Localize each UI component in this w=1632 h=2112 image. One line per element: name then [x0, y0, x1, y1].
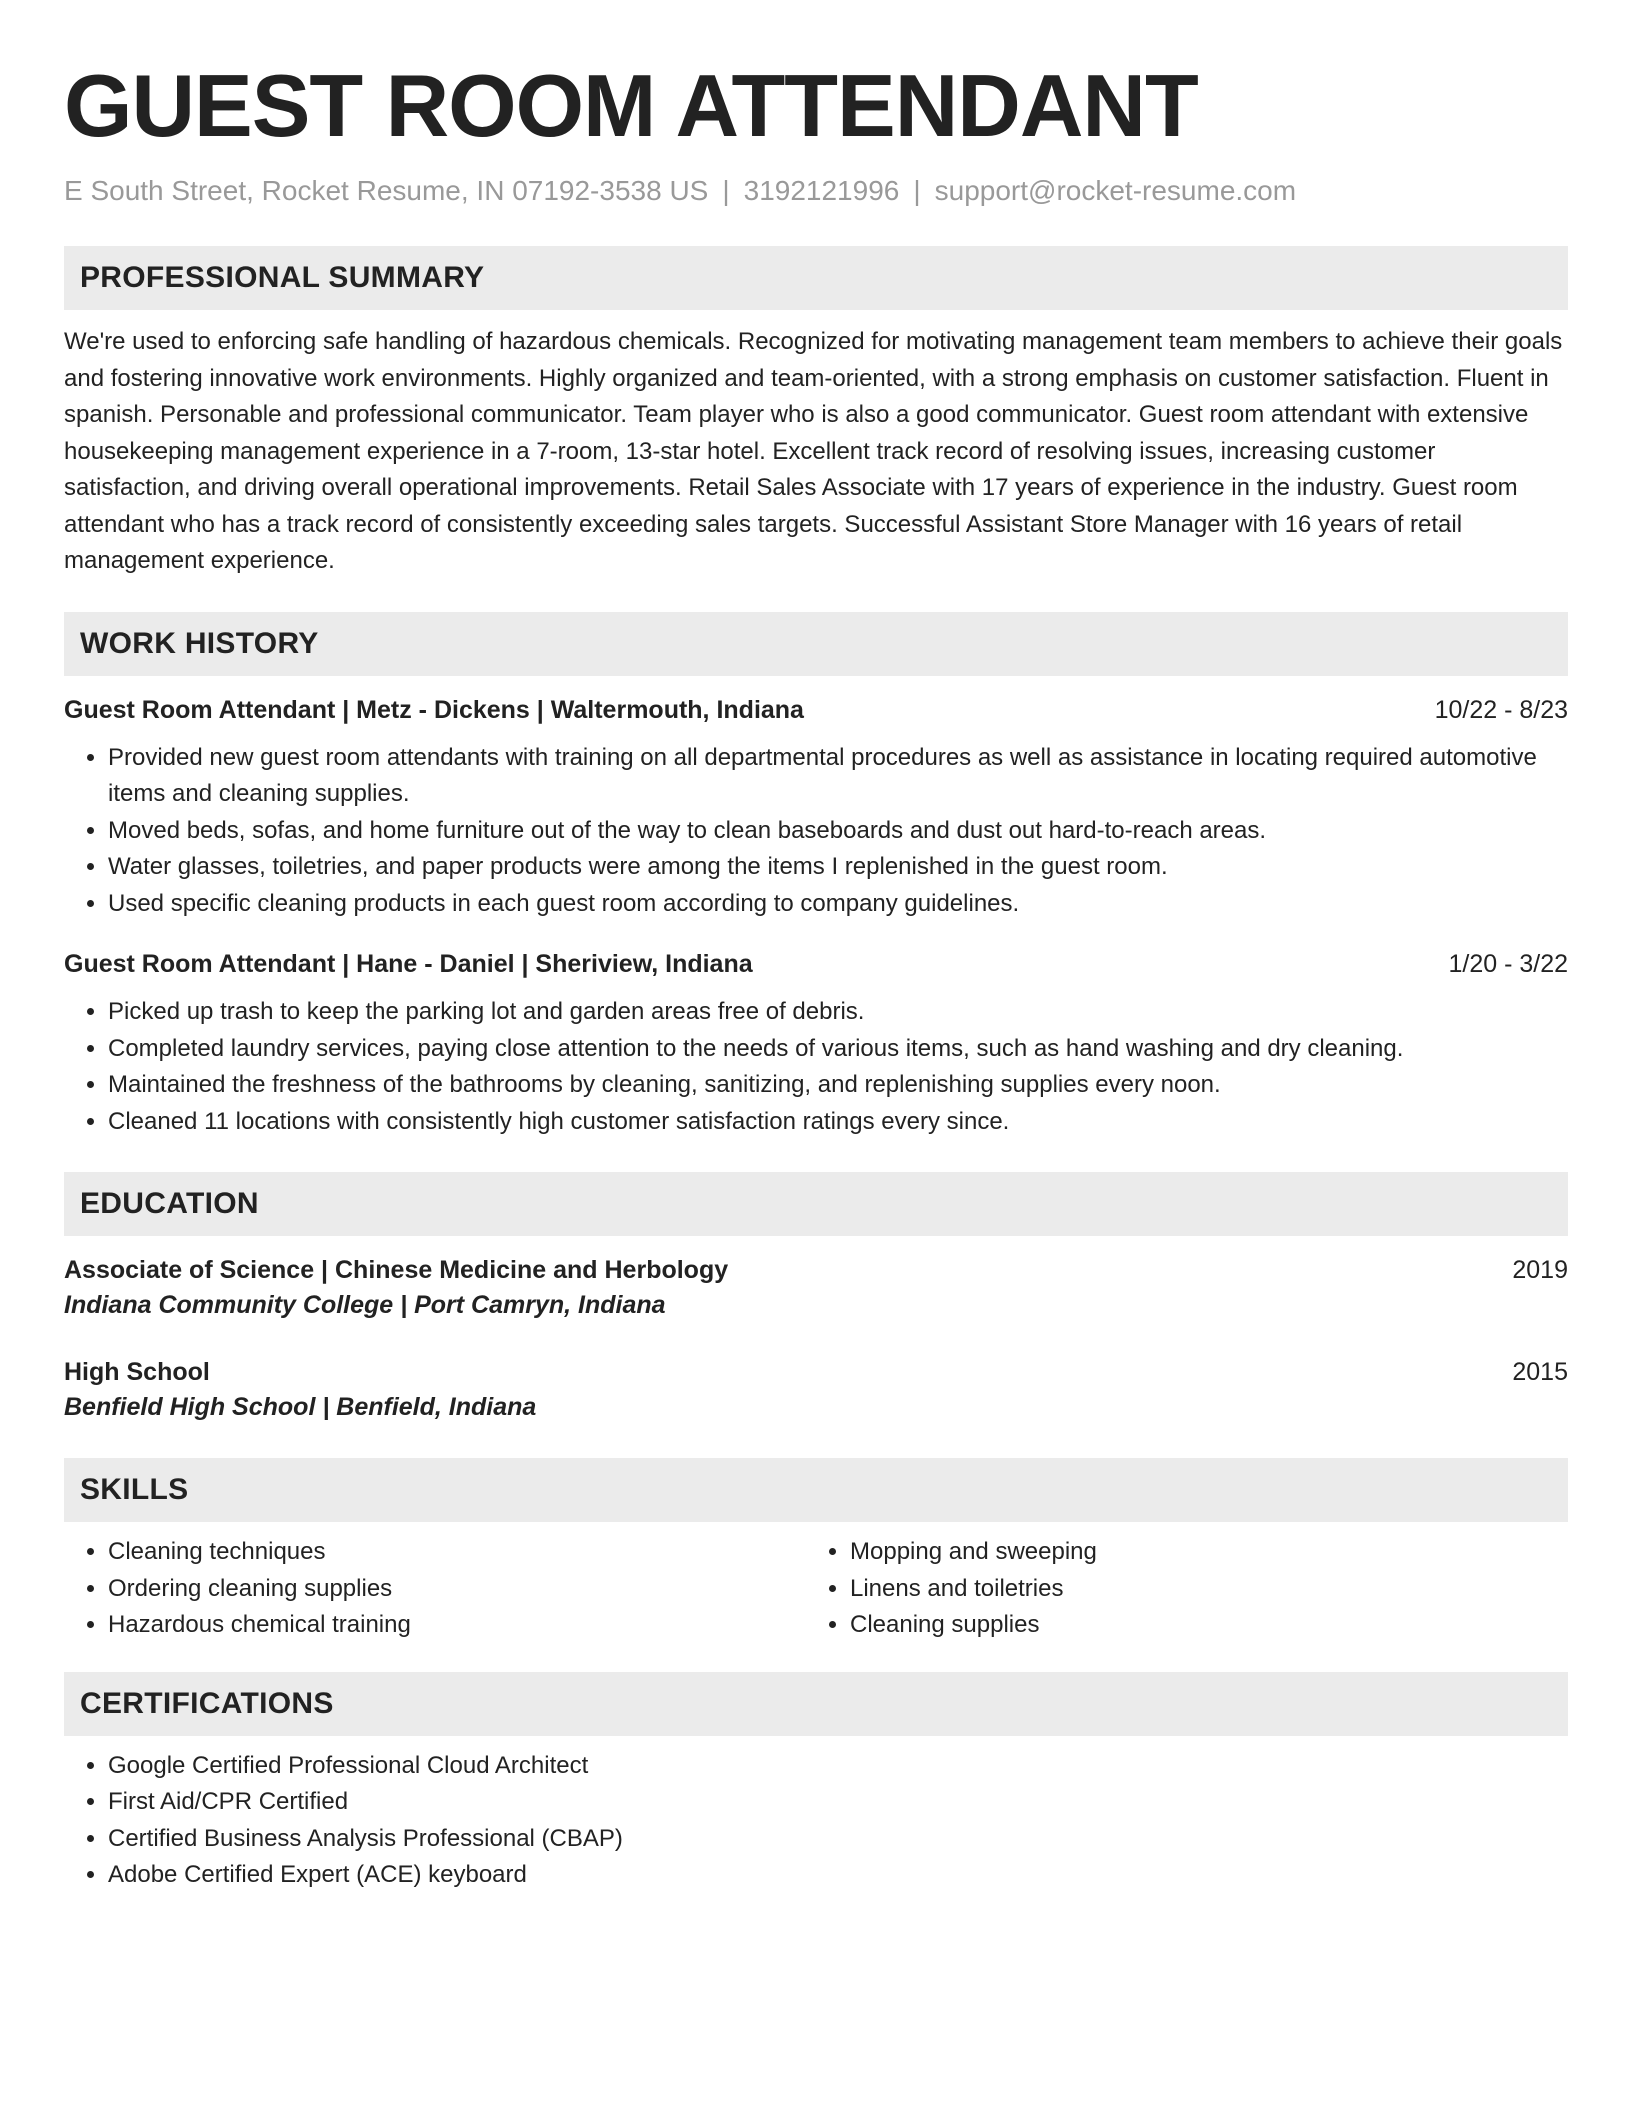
- education-heading: EDUCATION: [64, 1172, 1568, 1236]
- education-school: Benfield High School | Benfield, Indiana: [64, 1393, 537, 1421]
- job-bullet: • Water glasses, toiletries, and paper products were among the items I replenished in the guest room.: [108, 849, 1568, 886]
- education-degree: Associate of Science | Chinese Medicine and Herbology: [64, 1256, 729, 1284]
- job-bullets: [64, 740, 1568, 923]
- summary-text: We're used to enforcing safe handling of hazardous chemicals. Recognized for motivating management team members to achieve their goals and fostering innovative work environments. Highly organized and team-oriented, with a strong emphasis on customer satisfaction. Fluent in spanish. Personable and professional communicator. Team player who is also a good communicator. Guest room attendant with extensive housekeeping management experience in a 7-room, 13-star hotel. Excellent track record of resolving issues, increasing customer satisfaction, and driving overall operational improvements. Retail Sales Associate with 17 years of experience in the industry. Guest room attendant who has a track record of consistently exceeding sales targets. Successful Assistant Store Manager with 16 years of retail management experience.: [64, 328, 1563, 574]
- contact-separator: |: [913, 175, 921, 206]
- job-bullet: • Used specific cleaning products in each guest room according to company guidelines.: [108, 886, 1568, 923]
- job-bullet: • Completed laundry services, paying close attention to the needs of various items, such as hand washing and dry cleaning.: [108, 1031, 1568, 1068]
- skill-item: • Hazardous chemical training: [108, 1607, 806, 1644]
- skills-column-right: [806, 1534, 1550, 1644]
- certification-item: • First Aid/CPR Certified: [108, 1784, 1568, 1821]
- skill-item: • Cleaning supplies: [850, 1607, 1550, 1644]
- certifications-list: [64, 1748, 1568, 1894]
- job-header: [64, 948, 1568, 980]
- job-entry: [64, 948, 1568, 1140]
- education-header: [64, 1254, 1568, 1286]
- education-entry: [64, 1254, 1568, 1324]
- contact-email: support@rocket-resume.com: [934, 175, 1297, 206]
- skills-column-left: [64, 1534, 806, 1644]
- contact-phone: 3192121996: [743, 175, 900, 206]
- certification-item: • Adobe Certified Expert (ACE) keyboard: [108, 1857, 1568, 1894]
- job-header: [64, 694, 1568, 726]
- certification-item: • Certified Business Analysis Professional (CBAP): [108, 1821, 1568, 1858]
- job-bullets: [64, 994, 1568, 1140]
- job-title: Guest Room Attendant | Hane - Daniel | Sheriview, Indiana: [64, 950, 753, 978]
- job-bullet: • Provided new guest room attendants with training on all departmental procedures as well as assistance in locating required automotive items and cleaning supplies.: [108, 740, 1568, 813]
- education-degree: High School: [64, 1358, 210, 1386]
- contact-line: [64, 174, 1568, 208]
- summary-heading: PROFESSIONAL SUMMARY: [64, 246, 1568, 310]
- education-entry: [64, 1356, 1568, 1426]
- resume-page: [64, 0, 1568, 1894]
- skills-list: [64, 1534, 1568, 1644]
- skill-item: • Cleaning techniques: [108, 1534, 806, 1571]
- education-year: 2015: [1512, 1358, 1568, 1386]
- job-title: Guest Room Attendant | Metz - Dickens | Waltermouth, Indiana: [64, 695, 804, 724]
- job-bullet: • Maintained the freshness of the bathrooms by cleaning, sanitizing, and replenishing supplies every noon.: [108, 1067, 1568, 1104]
- education-header: [64, 1356, 1568, 1388]
- candidate-name: GUEST ROOM ATTENDANT: [64, 56, 1198, 155]
- work-history-heading: WORK HISTORY: [64, 612, 1568, 676]
- contact-address: E South Street, Rocket Resume, IN 07192-3538 US: [64, 175, 709, 206]
- education-school: Indiana Community College | Port Camryn, Indiana: [64, 1291, 666, 1319]
- skill-item: • Linens and toiletries: [850, 1571, 1550, 1608]
- contact-separator: |: [722, 175, 730, 206]
- certification-item: • Google Certified Professional Cloud Architect: [108, 1748, 1568, 1785]
- job-bullet: • Cleaned 11 locations with consistently high customer satisfaction ratings every since.: [108, 1104, 1568, 1141]
- skill-item: • Ordering cleaning supplies: [108, 1571, 806, 1608]
- job-entry: [64, 694, 1568, 923]
- job-dates: 10/22 - 8/23: [1434, 695, 1568, 724]
- skill-item: • Mopping and sweeping: [850, 1534, 1550, 1571]
- job-bullet: • Moved beds, sofas, and home furniture out of the way to clean baseboards and dust out hard-to-reach areas.: [108, 813, 1568, 850]
- job-bullet: • Picked up trash to keep the parking lot and garden areas free of debris.: [108, 994, 1568, 1031]
- skills-heading: SKILLS: [64, 1458, 1568, 1522]
- job-dates: 1/20 - 3/22: [1448, 950, 1568, 978]
- certifications-heading: CERTIFICATIONS: [64, 1672, 1568, 1736]
- education-year: 2019: [1512, 1256, 1568, 1284]
